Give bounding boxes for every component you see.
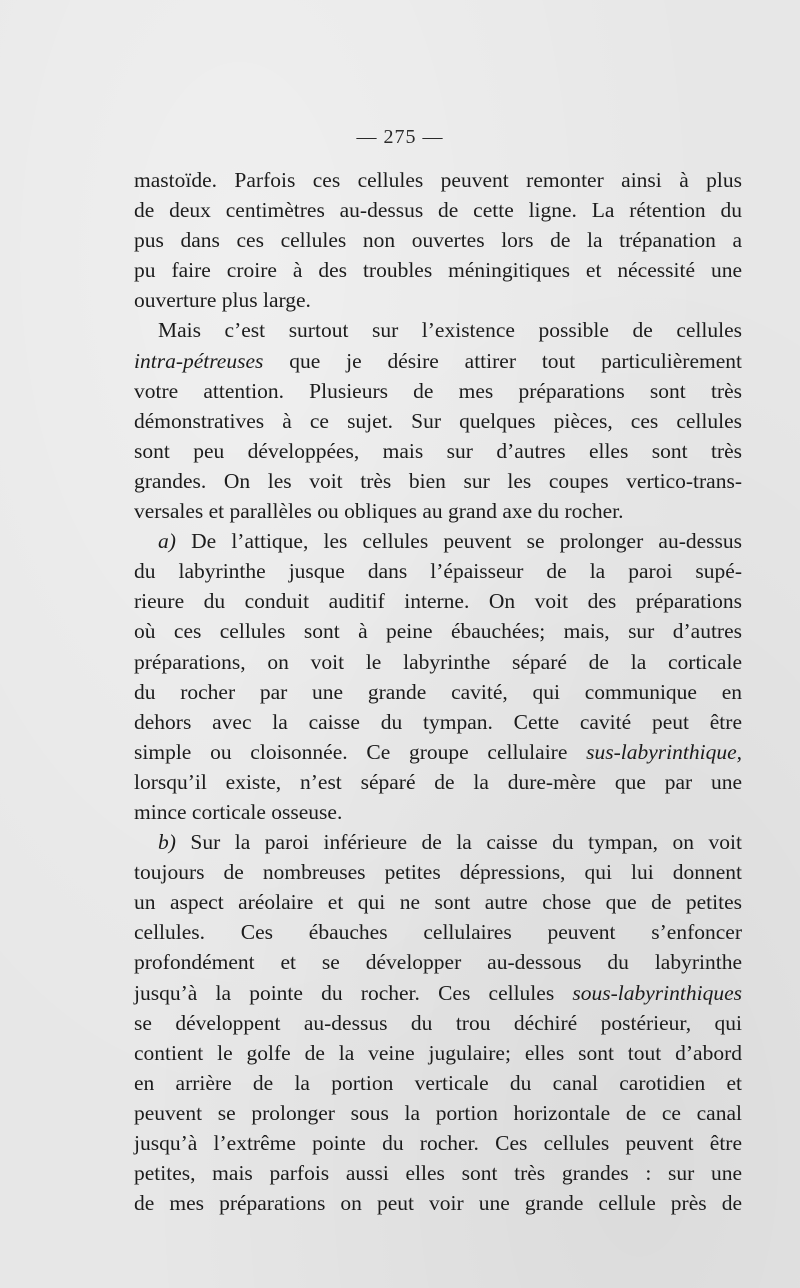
text-line: un aspect aréolaire et qui ne sont autre chose que de petites <box>134 890 742 915</box>
text-line: profondément et se développer au-dessous du labyrinthe <box>134 950 742 975</box>
text-line: où ces cellules sont à peine ébauchées; mais, sur d’autres <box>134 619 742 644</box>
text-line: petites, mais parfois aussi elles sont très grandes : sur une <box>134 1161 742 1186</box>
text-line: grandes. On les voit très bien sur les coupes vertico-trans- <box>134 468 742 493</box>
text-line: sont peu développées, mais sur d’autres elles sont très <box>134 438 742 463</box>
italic-term: a) <box>158 529 176 554</box>
text-line: en arrière de la portion verticale du canal carotidien et <box>134 1070 742 1095</box>
body-text <box>134 165 742 1218</box>
text-line: du rocher par une grande cavité, qui communique en <box>134 679 742 704</box>
italic-term: sous-labyrinthiques <box>572 980 742 1005</box>
text-line: mastoïde. Parfois ces cellules peuvent remonter ainsi à plus <box>134 168 742 192</box>
text-segment: simple ou cloisonnée. Ce groupe cellulaire <box>134 739 587 764</box>
italic-term: sus-labyrinthique, <box>586 739 742 764</box>
text-segment: que je désire attirer tout particulièrement <box>263 348 742 373</box>
text-line: mince corticale osseuse. <box>134 799 343 824</box>
text-line: votre attention. Plusieurs de mes préparations sont très <box>134 378 742 403</box>
text-line: lorsqu’il existe, n’est séparé de la dure-mère que par une <box>134 769 742 794</box>
text-line: versales et parallèles ou obliques au grand axe du rocher. <box>134 499 624 524</box>
text-line: Mais c’est surtout sur l’existence possible de cellules <box>158 318 742 343</box>
text-line: se développent au-dessus du trou déchiré postérieur, qui <box>134 1010 742 1035</box>
text-segment: Sur la paroi inférieure de la caisse du tympan, on voit <box>175 830 742 855</box>
text-line: peuvent se prolonger sous la portion horizontale de ce canal <box>134 1100 742 1125</box>
text-line <box>134 737 742 767</box>
italic-term: intra-pétreuses <box>134 348 264 373</box>
italic-term: b) <box>158 830 176 855</box>
text-line <box>134 827 742 857</box>
text-segment: jusqu’à la pointe du rocher. Ces cellules <box>134 980 573 1005</box>
text-line: pus dans ces cellules non ouvertes lors de la trépanation a <box>134 228 742 253</box>
text-line: jusqu’à l’extrême pointe du rocher. Ces cellules peuvent être <box>134 1131 742 1155</box>
text-line: préparations, on voit le labyrinthe séparé de la corticale <box>134 649 742 674</box>
text-line <box>134 346 742 376</box>
text-line: ouverture plus large. <box>134 288 311 313</box>
text-line <box>134 526 742 556</box>
text-line <box>134 978 742 1008</box>
text-line: rieure du conduit auditif interne. On voit des préparations <box>134 589 742 614</box>
text-line: démonstratives à ce sujet. Sur quelques pièces, ces cellules <box>134 408 742 433</box>
text-line: de deux centimètres au-dessus de cette ligne. La rétention du <box>134 198 742 223</box>
text-line: cellules. Ces ébauches cellulaires peuvent s’enfoncer <box>134 920 742 945</box>
text-line: toujours de nombreuses petites dépressions, qui lui donnent <box>134 860 742 885</box>
text-segment: De l’attique, les cellules peuvent se prolonger au-dessus <box>175 529 742 554</box>
text-line: du labyrinthe jusque dans l’épaisseur de la paroi supé- <box>134 559 742 584</box>
text-line: pu faire croire à des troubles méningitiques et nécessité une <box>134 258 742 283</box>
text-line: dehors avec la caisse du tympan. Cette cavité peut être <box>134 709 742 734</box>
page-number: — 275 — <box>356 126 444 148</box>
text-line: de mes préparations on peut voir une grande cellule près de <box>134 1191 742 1216</box>
text-line: contient le golfe de la veine jugulaire; elles sont tout d’abord <box>134 1040 742 1065</box>
